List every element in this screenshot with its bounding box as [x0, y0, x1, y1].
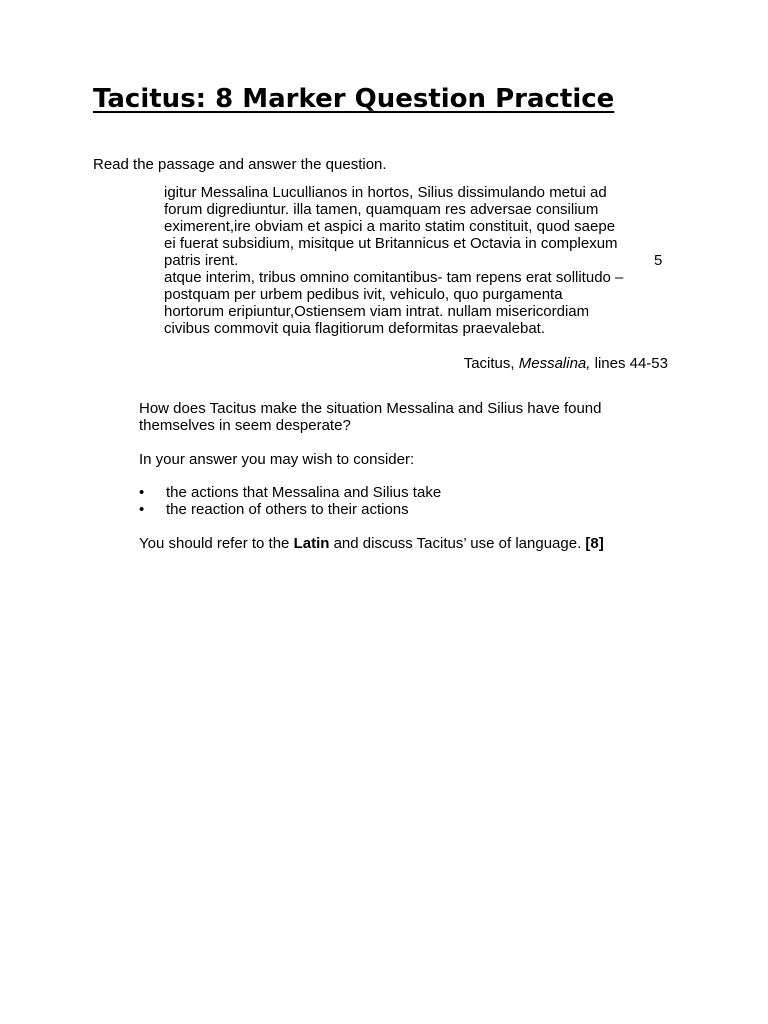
consider-item-text: the actions that Messalina and Silius take — [166, 484, 442, 501]
passage-line: postquam per urbem pedibus ivit, vehiculo, quo purgamenta — [164, 286, 563, 303]
passage-source — [464, 355, 668, 372]
refer-text-end: and discuss Tacitus’ use of language. — [329, 535, 586, 552]
page-title: Tacitus: 8 Marker Question Practice — [93, 84, 615, 114]
consider-list — [139, 484, 441, 518]
passage-line: civibus commovit quia flagitiorum deformitas praevalebat. — [164, 320, 545, 337]
passage-line: atque interim, tribus omnino comitantibus- tam repens erat sollitudo – — [164, 269, 624, 286]
refer-latin-bold: Latin — [293, 535, 330, 552]
consider-item-text: the reaction of others to their actions — [166, 501, 409, 518]
bullet-icon: • — [139, 484, 145, 501]
source-author: Tacitus, — [463, 355, 519, 372]
passage-line: ei fuerat subsidium, misitque ut Britannicus et Octavia in complexum — [164, 235, 618, 252]
instruction-text: Read the passage and answer the question. — [93, 156, 387, 173]
source-work: Messalina, — [518, 355, 591, 372]
source-lines: lines 44-53 — [590, 355, 668, 372]
passage-line: hortorum eripiuntur,Ostiensem viam intrat. nullam misericordiam — [164, 303, 590, 320]
passage-line-number: 5 — [654, 252, 663, 269]
consider-intro: In your answer you may wish to consider: — [139, 451, 415, 468]
passage-line: igitur Messalina Lucullianos in hortos, Silius dissimulando metui ad — [164, 184, 607, 201]
latin-passage — [164, 184, 654, 337]
question-text: How does Tacitus make the situation Messalina and Silius have found themselves in seem desperate? — [139, 400, 602, 434]
bullet-icon: • — [139, 501, 145, 518]
passage-line: forum digrediuntur. illa tamen, quamquam res adversae consilium — [164, 201, 599, 218]
passage-line: eximerent,ire obviam et aspici a marito statim constituit, quod saepe — [164, 218, 616, 235]
consider-list-item — [139, 501, 441, 518]
refer-text-start: You should refer to the — [139, 535, 294, 552]
passage-line: patris irent. — [164, 252, 239, 269]
marks-label: [8] — [585, 535, 604, 552]
refer-instruction — [139, 535, 604, 552]
consider-list-item — [139, 484, 441, 501]
